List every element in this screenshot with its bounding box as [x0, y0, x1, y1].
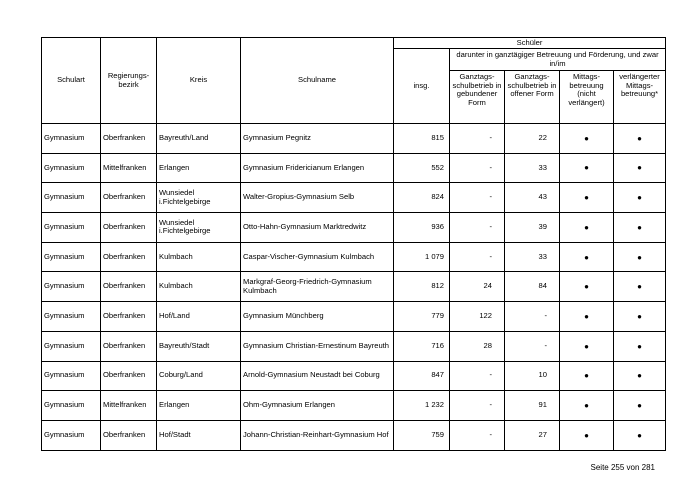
table-row — [42, 331, 666, 361]
cell-schulname: Otto-Hahn-Gymnasium Marktredwitz — [241, 213, 394, 243]
cell-offen: - — [505, 302, 560, 332]
cell-bezirk: Mittelfranken — [101, 391, 157, 421]
cell-insg: 815 — [394, 124, 450, 154]
cell-gebunden: 122 — [450, 302, 505, 332]
cell-offen: - — [505, 331, 560, 361]
cell-bezirk: Oberfranken — [101, 183, 157, 213]
cell-bezirk: Mittelfranken — [101, 153, 157, 183]
cell-gebunden: - — [450, 153, 505, 183]
table-row — [42, 153, 666, 183]
cell-mittag: ● — [560, 361, 614, 391]
cell-verlaengert: ● — [614, 272, 666, 302]
cell-bezirk: Oberfranken — [101, 242, 157, 272]
cell-gebunden: - — [450, 124, 505, 154]
cell-insg: 1 079 — [394, 242, 450, 272]
cell-mittag: ● — [560, 272, 614, 302]
cell-verlaengert: ● — [614, 242, 666, 272]
table-row — [42, 272, 666, 302]
cell-gebunden: 28 — [450, 331, 505, 361]
cell-kreis: Kulmbach — [157, 272, 241, 302]
cell-schulart: Gymnasium — [42, 391, 101, 421]
header-schueler: Schüler — [394, 38, 666, 49]
header-regierungsbezirk: Regierungs- bezirk — [101, 38, 157, 124]
cell-mittag: ● — [560, 124, 614, 154]
cell-mittag: ● — [560, 183, 614, 213]
cell-bezirk: Oberfranken — [101, 331, 157, 361]
page-number: Seite 255 von 281 — [590, 463, 655, 472]
cell-schulart: Gymnasium — [42, 361, 101, 391]
cell-schulart: Gymnasium — [42, 213, 101, 243]
cell-schulname: Markgraf-Georg-Friedrich-Gymnasium Kulmbach — [241, 272, 394, 302]
cell-schulname: Gymnasium Pegnitz — [241, 124, 394, 154]
cell-gebunden: - — [450, 420, 505, 450]
cell-kreis: Erlangen — [157, 153, 241, 183]
cell-kreis: Hof/Land — [157, 302, 241, 332]
cell-gebunden: - — [450, 242, 505, 272]
cell-gebunden: 24 — [450, 272, 505, 302]
cell-schulart: Gymnasium — [42, 124, 101, 154]
cell-bezirk: Oberfranken — [101, 272, 157, 302]
cell-verlaengert: ● — [614, 183, 666, 213]
table-row — [42, 183, 666, 213]
cell-mittag: ● — [560, 213, 614, 243]
header-offen: Ganztags- schulbetrieb in offener Form — [505, 71, 560, 124]
cell-schulname: Ohm-Gymnasium Erlangen — [241, 391, 394, 421]
cell-schulname: Johann-Christian-Reinhart-Gymnasium Hof — [241, 420, 394, 450]
header-verlaengert: verlängerter Mittags- betreuung* — [614, 71, 666, 124]
cell-schulart: Gymnasium — [42, 420, 101, 450]
cell-kreis: Kulmbach — [157, 242, 241, 272]
table-row — [42, 302, 666, 332]
cell-kreis: Bayreuth/Land — [157, 124, 241, 154]
cell-schulart: Gymnasium — [42, 302, 101, 332]
cell-insg: 759 — [394, 420, 450, 450]
table-row — [42, 361, 666, 391]
cell-mittag: ● — [560, 153, 614, 183]
table-row — [42, 213, 666, 243]
cell-bezirk: Oberfranken — [101, 420, 157, 450]
cell-mittag: ● — [560, 331, 614, 361]
cell-bezirk: Oberfranken — [101, 361, 157, 391]
header-schulart: Schulart — [42, 38, 101, 124]
table-row — [42, 124, 666, 154]
cell-verlaengert: ● — [614, 361, 666, 391]
cell-offen: 91 — [505, 391, 560, 421]
header-mittag: Mittags- betreuung (nicht verlängert) — [560, 71, 614, 124]
header-kreis: Kreis — [157, 38, 241, 124]
cell-offen: 39 — [505, 213, 560, 243]
header-insg: insg. — [394, 49, 450, 124]
cell-kreis: Wunsiedel i.Fichtelgebirge — [157, 213, 241, 243]
cell-insg: 716 — [394, 331, 450, 361]
cell-kreis: Coburg/Land — [157, 361, 241, 391]
cell-gebunden: - — [450, 361, 505, 391]
cell-offen: 27 — [505, 420, 560, 450]
cell-schulart: Gymnasium — [42, 242, 101, 272]
cell-schulname: Gymnasium Fridericianum Erlangen — [241, 153, 394, 183]
table-row — [42, 242, 666, 272]
cell-schulart: Gymnasium — [42, 331, 101, 361]
header-schulname: Schulname — [241, 38, 394, 124]
table-row — [42, 420, 666, 450]
cell-offen: 10 — [505, 361, 560, 391]
cell-insg: 936 — [394, 213, 450, 243]
cell-bezirk: Oberfranken — [101, 124, 157, 154]
cell-verlaengert: ● — [614, 124, 666, 154]
cell-schulart: Gymnasium — [42, 153, 101, 183]
cell-insg: 1 232 — [394, 391, 450, 421]
cell-gebunden: - — [450, 391, 505, 421]
header-darunter: darunter in ganztägiger Betreuung und Förderung, und zwar in/im — [450, 49, 666, 71]
cell-kreis: Hof/Stadt — [157, 420, 241, 450]
cell-offen: 22 — [505, 124, 560, 154]
cell-offen: 33 — [505, 242, 560, 272]
cell-bezirk: Oberfranken — [101, 302, 157, 332]
cell-gebunden: - — [450, 183, 505, 213]
cell-schulname: Walter-Gropius-Gymnasium Selb — [241, 183, 394, 213]
cell-mittag: ● — [560, 242, 614, 272]
cell-insg: 779 — [394, 302, 450, 332]
cell-mittag: ● — [560, 391, 614, 421]
cell-insg: 847 — [394, 361, 450, 391]
cell-insg: 824 — [394, 183, 450, 213]
cell-verlaengert: ● — [614, 391, 666, 421]
cell-verlaengert: ● — [614, 420, 666, 450]
cell-offen: 84 — [505, 272, 560, 302]
cell-schulname: Arnold-Gymnasium Neustadt bei Coburg — [241, 361, 394, 391]
cell-kreis: Wunsiedel i.Fichtelgebirge — [157, 183, 241, 213]
cell-mittag: ● — [560, 302, 614, 332]
cell-kreis: Bayreuth/Stadt — [157, 331, 241, 361]
cell-verlaengert: ● — [614, 153, 666, 183]
cell-kreis: Erlangen — [157, 391, 241, 421]
header-gebunden: Ganztags- schulbetrieb in gebundener Form — [450, 71, 505, 124]
cell-schulname: Gymnasium Christian-Ernestinum Bayreuth — [241, 331, 394, 361]
cell-verlaengert: ● — [614, 331, 666, 361]
cell-schulname: Gymnasium Münchberg — [241, 302, 394, 332]
cell-mittag: ● — [560, 420, 614, 450]
cell-insg: 552 — [394, 153, 450, 183]
cell-offen: 43 — [505, 183, 560, 213]
cell-schulname: Caspar-Vischer-Gymnasium Kulmbach — [241, 242, 394, 272]
cell-insg: 812 — [394, 272, 450, 302]
cell-offen: 33 — [505, 153, 560, 183]
cell-gebunden: - — [450, 213, 505, 243]
schools-table — [41, 37, 666, 451]
cell-schulart: Gymnasium — [42, 183, 101, 213]
cell-verlaengert: ● — [614, 302, 666, 332]
cell-verlaengert: ● — [614, 213, 666, 243]
cell-schulart: Gymnasium — [42, 272, 101, 302]
table-row — [42, 391, 666, 421]
cell-bezirk: Oberfranken — [101, 213, 157, 243]
